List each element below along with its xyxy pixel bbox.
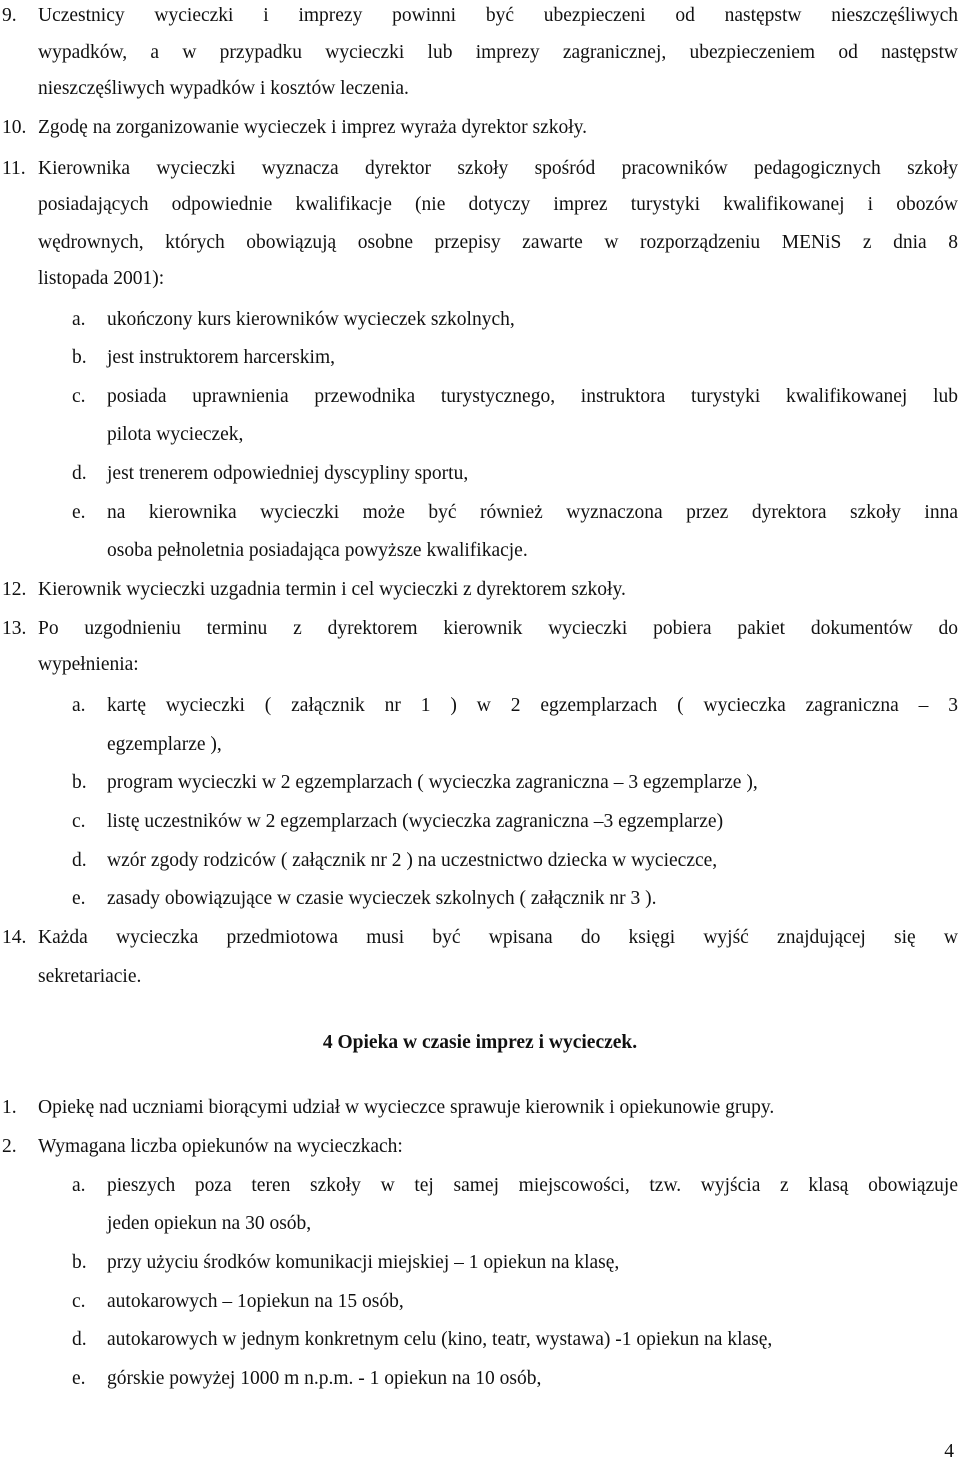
subitem-letter: a. [72,309,86,330]
item-text-line: sekretariacie. [38,966,142,987]
item-text-line: nieszczęśliwych wypadków i kosztów leczenia. [38,78,409,99]
item-number: 11. [2,158,26,179]
subitem-text-line: ukończony kurs kierowników wycieczek szkolnych, [107,309,515,330]
subitem-text-line: wzór zgody rodziców ( załącznik nr 2 ) na uczestnictwo dziecka w wycieczce, [107,850,718,871]
subitem-letter: b. [72,772,87,793]
section-subitem-letter: e. [72,1368,86,1389]
subitem-text-line: program wycieczki w 2 egzemplarzach ( wycieczka zagraniczna – 3 egzemplarze ), [107,772,758,793]
item-text-line: wypełnienia: [38,654,139,675]
item-number: 9. [2,5,17,26]
section-subitem-text-line: jeden opiekun na 30 osób, [107,1213,312,1234]
item-text-line: posiadających odpowiednie kwalifikacje (nie dotyczy imprez turystyki kwalifikowanej i obozów [38,194,958,215]
item-number: 14. [2,927,27,948]
subitem-text-line: listę uczestników w 2 egzemplarzach (wycieczka zagraniczna –3 egzemplarze) [107,811,724,832]
subitem-text-line: osoba pełnoletnia posiadająca powyższe kwalifikacje. [107,540,528,561]
subitem-letter: a. [72,695,86,716]
subitem-text-line: kartę wycieczki ( załącznik nr 1 ) w 2 egzemplarzach ( wycieczka zagraniczna – 3 [107,695,958,716]
item-number: 12. [2,579,27,600]
subitem-letter: c. [72,811,86,832]
item-text-line: Uczestnicy wycieczki i imprezy powinni być ubezpieczeni od następstw nieszczęśliwych [38,5,958,26]
subitem-letter: e. [72,888,86,909]
section-subitem-text-line: autokarowych w jednym konkretnym celu (kino, teatr, wystawa) -1 opiekun na klasę, [107,1329,773,1350]
section-item-number: 2. [2,1136,17,1157]
item-number: 13. [2,618,27,639]
item-text-line: Zgodę na zorganizowanie wycieczek i imprez wyraża dyrektor szkoły. [38,117,588,138]
subitem-text-line: posiada uprawnienia przewodnika turystycznego, instruktora turystyki kwalifikowanej lub [107,386,958,407]
section-subitem-text-line: autokarowych – 1opiekun na 15 osób, [107,1291,404,1312]
item-text-line: Kierownika wycieczki wyznacza dyrektor szkoły spośród pracowników pedagogicznych szkoły [38,158,958,179]
item-text-line: Każda wycieczka przedmiotowa musi być wpisana do księgi wyjść znajdującej się w [38,927,958,948]
subitem-letter: e. [72,502,86,523]
item-number: 10. [2,117,27,138]
subitem-text-line: pilota wycieczek, [107,424,244,445]
subitem-text-line: na kierownika wycieczki może być również wyznaczona przez dyrektora szkoły inna [107,502,958,523]
section-subitem-letter: c. [72,1291,86,1312]
subitem-text-line: egzemplarze ), [107,734,222,755]
section-item-number: 1. [2,1097,17,1118]
section-item-text-line: Wymagana liczba opiekunów na wycieczkach: [38,1136,403,1157]
item-text-line: wypadków, a w przypadku wycieczki lub imprezy zagranicznej, ubezpieczeniem od następstw [38,42,958,63]
item-text-line: listopada 2001): [38,268,165,289]
subitem-letter: c. [72,386,86,407]
page-number: 4 [944,1441,954,1462]
section-subitem-letter: d. [72,1329,87,1350]
subitem-text-line: jest trenerem odpowiedniej dyscypliny sportu, [107,463,469,484]
subitem-letter: b. [72,347,87,368]
section-subitem-letter: b. [72,1252,87,1273]
section-subitem-text-line: górskie powyżej 1000 m n.p.m. - 1 opiekun na 10 osób, [107,1368,542,1389]
item-text-line: Po uzgodnieniu terminu z dyrektorem kierownik wycieczki pobiera pakiet dokumentów do [38,618,958,639]
section-heading: 4 Opieka w czasie imprez i wycieczek. [322,1032,638,1053]
subitem-letter: d. [72,463,87,484]
section-item-text-line: Opiekę nad uczniami biorącymi udział w wycieczce sprawuje kierownik i opiekunowie grupy. [38,1097,775,1118]
section-subitem-text-line: pieszych poza teren szkoły w tej samej miejscowości, tzw. wyjścia z klasą obowiązuje [107,1175,958,1196]
subitem-letter: d. [72,850,87,871]
section-subitem-text-line: przy użyciu środków komunikacji miejskiej – 1 opiekun na klasę, [107,1252,620,1273]
subitem-text-line: jest instruktorem harcerskim, [107,347,335,368]
item-text-line: Kierownik wycieczki uzgadnia termin i cel wycieczki z dyrektorem szkoły. [38,579,626,600]
subitem-text-line: zasady obowiązujące w czasie wycieczek szkolnych ( załącznik nr 3 ). [107,888,657,909]
item-text-line: wędrownych, których obowiązują osobne przepisy zawarte w rozporządzeniu MENiS z dnia 8 [38,232,958,253]
section-subitem-letter: a. [72,1175,86,1196]
